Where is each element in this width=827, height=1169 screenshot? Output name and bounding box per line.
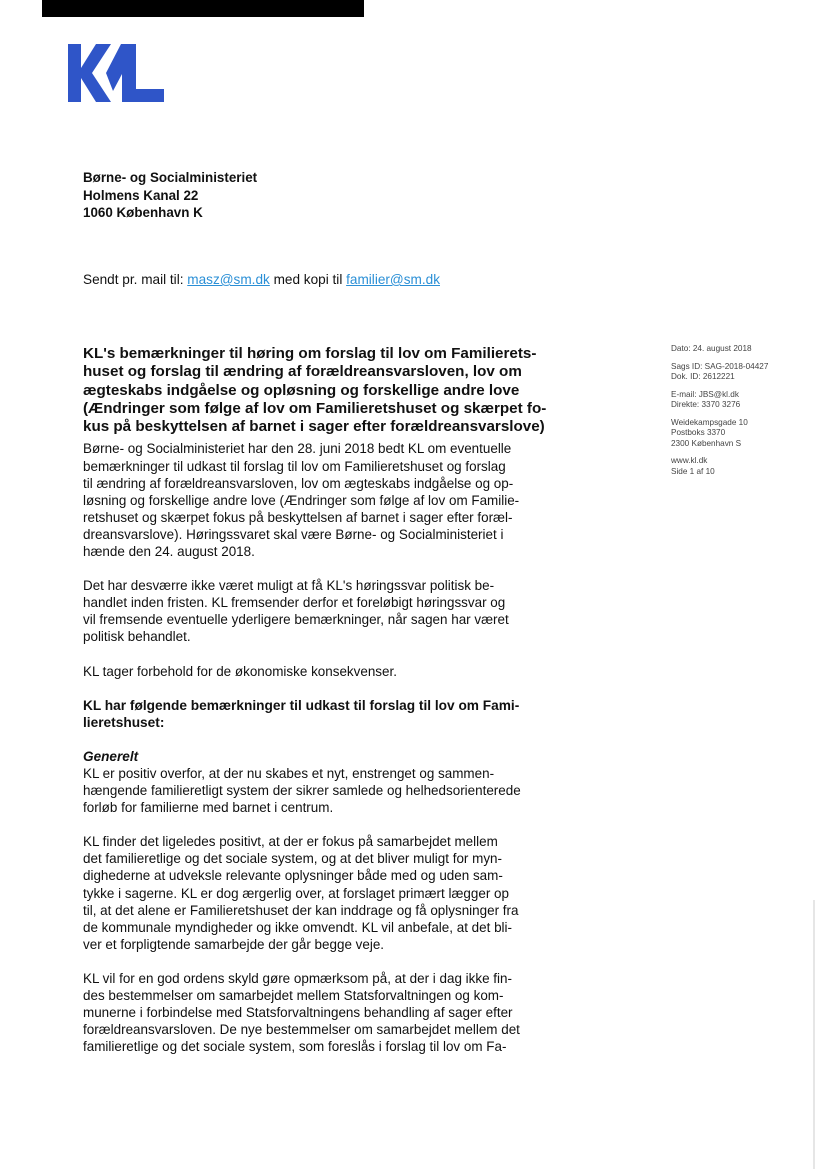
sidebar-metadata	[671, 344, 768, 484]
email-link-copy[interactable]: familier@sm.dk	[346, 272, 440, 287]
paragraph-cooperation	[83, 833, 583, 953]
paragraph-regulations	[83, 970, 583, 1055]
recipient-name: Børne- og Socialministeriet	[83, 170, 258, 185]
text-line: KL tager forbehold for de økonomiske konsekvenser.	[83, 663, 397, 679]
text-line: des bestemmelser om samarbejdet mellem Statsforvaltningen og kom-	[83, 988, 504, 1004]
heading-line: KL har følgende bemærkninger til udkast til forslag til lov om Fami-	[83, 697, 520, 713]
sender-street: Weidekampsgade 10	[671, 417, 748, 427]
text-line: hængende familieretligt system der sikrer samlede og helhedsorienterede	[83, 783, 521, 799]
date-group	[671, 344, 768, 355]
email-link-primary[interactable]: masz@sm.dk	[187, 272, 270, 287]
title-line: (Ændringer som følge af lov om Familieretshuset og skærpet fo-	[83, 399, 547, 417]
case-id: Sags ID: SAG-2018-04427	[671, 361, 769, 371]
letter-body	[83, 345, 583, 1055]
sent-prefix: Sendt pr. mail til:	[83, 272, 188, 287]
id-group	[671, 362, 768, 383]
recipient-city: 1060 København K	[83, 205, 203, 220]
document-id: Dok. ID: 2612221	[671, 372, 735, 381]
text-line: handlet inden fristen. KL fremsender derfor et foreløbigt høringssvar og	[83, 595, 506, 611]
text-line: det familieretlige og det sociale system, og at det bliver muligt for myn-	[83, 851, 502, 867]
contact-email[interactable]: E-mail: JBS@kl.dk	[671, 389, 739, 399]
text-line: KL er positiv overfor, at der nu skabes et nyt, enstrenget og sammen-	[83, 766, 495, 782]
redaction-bar	[42, 0, 364, 17]
subheading-general: Generelt	[83, 749, 139, 765]
contact-group	[671, 390, 768, 411]
text-line: til, at det alene er Familieretshuset der kan inddrage og få oplysninger fra	[83, 902, 519, 918]
text-line: KL finder det ligeledes positivt, at der er fokus på samarbejdet mellem	[83, 834, 498, 850]
text-line: dighederne at udveksle relevante oplysninger både med og uden sam-	[83, 868, 503, 884]
sent-line	[83, 271, 440, 289]
heading-line: lieretshuset:	[83, 714, 165, 730]
paragraph-positive	[83, 765, 583, 816]
address-group	[671, 418, 768, 450]
text-line: politisk behandlet.	[83, 629, 191, 645]
page-number: Side 1 af 10	[671, 466, 715, 476]
sender-postbox: Postboks 3370	[671, 428, 726, 437]
text-line: dreansvarslove). Høringssvaret skal være Børne- og Socialministeriet i	[83, 526, 504, 542]
text-line: løsning og forskellige andre love (Ændringer som følge af lov om Familie-	[83, 492, 520, 508]
paragraph-delay	[83, 577, 583, 645]
scan-edge-shadow	[813, 900, 815, 1169]
text-line: de kommunale myndigheder og ikke omvendt. KL vil anbefale, at det bli-	[83, 919, 512, 935]
title-line: KL's bemærkninger til høring om forslag til lov om Familierets-	[83, 345, 537, 362]
text-line: til ændring af forældreansvarsloven, lov om ægteskabs indgåelse og op-	[83, 475, 514, 491]
text-line: Det har desværre ikke været muligt at få KL's høringssvar politisk be-	[83, 578, 495, 594]
text-line: munerne i forbindelse med Statsforvaltningens behandling af sager efter	[83, 1005, 513, 1021]
text-line: Børne- og Socialministeriet har den 28. juni 2018 bedt KL om eventuelle	[83, 441, 512, 457]
text-line: ver et forpligtende samarbejde der går begge veje.	[83, 936, 385, 952]
title-line: kus på beskyttelsen af barnet i sager efter forældreansvarslove)	[83, 418, 545, 436]
recipient-address	[83, 169, 257, 222]
paragraph-intro	[83, 440, 583, 560]
text-line: vil fremsende eventuelle yderligere bemærkninger, når sagen har været	[83, 612, 509, 628]
letter-date: Dato: 24. august 2018	[671, 344, 752, 353]
web-group	[671, 456, 768, 477]
sender-city: 2300 København S	[671, 438, 742, 448]
letter-title	[83, 345, 583, 436]
recipient-street: Holmens Kanal 22	[83, 187, 199, 203]
paragraph-reservation	[83, 663, 583, 680]
sent-middle: med kopi til	[269, 272, 347, 287]
contact-phone: Direkte: 3370 3276	[671, 400, 741, 409]
text-line: KL vil for en god ordens skyld gøre opmærksom på, at der i dag ikke fin-	[83, 970, 512, 986]
kl-logo	[66, 42, 166, 104]
section-heading	[83, 697, 583, 731]
text-line: bemærkninger til udkast til forslag til lov om Familieretshuset og forslag	[83, 458, 506, 474]
text-line: forældreansvarsloven. De nye bestemmelser om samarbejdet mellem det	[83, 1022, 520, 1038]
text-line: hænde den 24. august 2018.	[83, 544, 255, 560]
title-line: huset og forslag til ændring af forældreansvarsloven, lov om	[83, 363, 522, 381]
text-line: retshuset og skærpet fokus på beskyttelsen af barnet i sager efter foræl-	[83, 509, 513, 525]
text-line: tykke i sagerne. KL er dog ærgerlig over, at forslaget primært lægger op	[83, 885, 509, 901]
text-line: familieretlige og det sociale system, som foreslås i forslag til lov om Fa-	[83, 1039, 507, 1055]
text-line: forløb for familierne med barnet i centrum.	[83, 800, 334, 816]
title-line: ægteskabs indgåelse og opløsning og forskellige andre love	[83, 381, 520, 399]
website-link[interactable]: www.kl.dk	[671, 456, 708, 465]
